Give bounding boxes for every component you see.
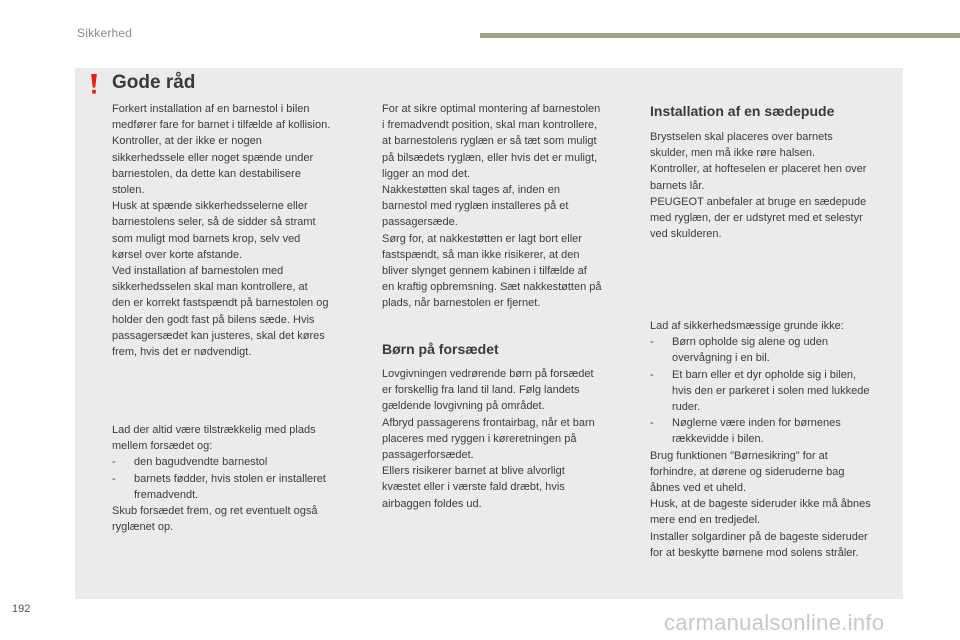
text-line: holder den godt fast på bilens sæde. Hvis — [112, 313, 315, 326]
list-dash: - — [112, 456, 116, 469]
text-line: Husk, at de bageste sideruder ikke må åbnes — [650, 498, 871, 511]
list-dash: - — [112, 472, 116, 485]
text-line: ligger an mod det. — [382, 167, 471, 180]
list-item — [650, 334, 902, 366]
text-line: barnestolen, da dette kan destabilisere — [112, 167, 301, 180]
text-line: stolen. — [112, 184, 145, 197]
text-line: Husk at spænde sikkerhedsselerne eller — [112, 200, 308, 213]
text-line: Et barn eller et dyr opholde sig i bilen, — [672, 368, 857, 381]
text-line: som muligt mod barnets krop, selv ved — [112, 232, 301, 245]
text-line: Sørg for, at nakkestøtten er lagt bort eller — [382, 232, 582, 245]
text-line: Brug funktionen "Børnesikring" for at — [650, 449, 828, 462]
text-line: kvæstet eller i værste fald dræbt, hvis — [382, 481, 565, 494]
text-line: Ved installation af barnestolen med — [112, 265, 284, 278]
text-line: Kontroller, at hofteselen er placeret hen over — [650, 163, 867, 176]
list-item-text — [672, 367, 902, 416]
list-item — [650, 415, 902, 447]
col2-paragraph-1 — [382, 101, 632, 312]
col1-paragraph-1 — [112, 101, 362, 360]
text-line: frem, hvis det er nødvendigt. — [112, 346, 252, 359]
page-number: 192 — [12, 603, 31, 615]
col3-paragraph-2 — [650, 318, 902, 561]
text-line: PEUGEOT anbefaler at bruge en sædepude — [650, 195, 867, 208]
text-line: passagersæde. — [382, 216, 458, 229]
text-line: i fremadvendt position, skal man kontrollere, — [382, 119, 598, 132]
text-line: fremadvendt. — [134, 488, 199, 501]
text-line: Brystselen skal placeres over barnets — [650, 131, 833, 143]
text-line: Kontroller, at der ikke er nogen — [112, 135, 262, 148]
text-line: placeres med ryggen i køreretningen på — [382, 432, 577, 445]
text-line: Lad der altid være tilstrækkelig med plads — [112, 424, 316, 436]
list-item-text — [134, 471, 362, 503]
text-line: barnestol med ryglæn installeres på et — [382, 200, 569, 213]
text-line: mellem forsædet og: — [112, 440, 213, 453]
text-line: den er korrekt fastspændt på barnestolen og — [112, 297, 329, 310]
text-line: barnets fødder, hvis stolen er installeret — [134, 472, 326, 485]
watermark: carmanualsonline.info — [664, 610, 885, 635]
text-line: For at sikre optimal montering af barnestolen — [382, 103, 601, 115]
text-line: gældende lovgivning på området. — [382, 400, 545, 413]
text-line: Nøglerne være inden for børnenes — [672, 417, 841, 430]
text-line: medfører fare for barnet i tilfælde af kollision. — [112, 119, 331, 132]
list-item-text — [134, 454, 362, 470]
text-line: overvågning i en bil. — [672, 352, 770, 365]
text-line: bliver slynget gennem kabinen i tilfælde af — [382, 265, 587, 278]
text-line: plads, når barnestolen er fjernet. — [382, 297, 541, 310]
list-item-text — [672, 415, 902, 447]
text-line: fastspændt, så man ikke risikerer, at den — [382, 248, 580, 261]
heading-booster-installation: Installation af en sædepude — [650, 103, 835, 119]
list-dash: - — [650, 417, 654, 430]
text-line: Lovgivningen vedrørende børn på forsædet — [382, 368, 594, 380]
text-line: sikkerhedssele eller noget spænde under — [112, 151, 314, 164]
text-line: på bilsædets ryglæn, eller hvis det er muligt, — [382, 151, 598, 164]
header-bar — [480, 33, 960, 38]
text-line: sikkerhedsselen skal man kontrollere, at — [112, 281, 308, 294]
text-line: Forkert installation af en barnestol i bilen — [112, 103, 310, 115]
text-line: den bagudvendte barnestol — [134, 456, 268, 469]
col2-paragraph-2 — [382, 366, 632, 512]
text-line: at barnestolens ryglæn er så tæt som muligt — [382, 135, 597, 148]
heading-children-front-seat: Børn på forsædet — [382, 341, 499, 357]
text-line: forhindre, at dørene og sideruderne bag — [650, 465, 845, 478]
text-line: ruder. — [672, 401, 701, 414]
text-line: passagersædet kan justeres, skal det køres — [112, 329, 325, 342]
text-line: ryglænet op. — [112, 521, 174, 534]
text-line: skulder, men må ikke røre halsen. — [650, 147, 816, 160]
text-line: mere end en tredjedel. — [650, 514, 761, 527]
col1-paragraph-2 — [112, 422, 362, 535]
text-line: er forskellig fra land til land. Følg landets — [382, 384, 580, 397]
text-line: åbnes ved et uheld. — [650, 482, 747, 495]
text-line: Nakkestøtten skal tages af, inden en — [382, 184, 560, 197]
list-dash: - — [650, 368, 654, 381]
section-label: Sikkerhed — [77, 26, 133, 40]
text-line: hvis den er parkeret i solen med lukkede — [672, 384, 870, 397]
list-item-text — [672, 334, 902, 366]
text-line: Lad af sikkerhedsmæssige grunde ikke: — [650, 320, 844, 332]
text-line: Installer solgardiner på de bageste sideruder — [650, 530, 868, 543]
col3-paragraph-1 — [650, 129, 900, 242]
text-line: Skub forsædet frem, og ret eventuelt også — [112, 505, 318, 518]
text-line: barnets lår. — [650, 179, 705, 192]
page-title: Gode råd — [112, 72, 196, 93]
text-line: rækkevidde i bilen. — [672, 433, 764, 446]
list-dash: - — [650, 336, 654, 349]
text-line: for at beskytte børnene mod solens stråler. — [650, 546, 859, 559]
text-line: Ellers risikerer barnet at blive alvorligt — [382, 465, 565, 478]
text-line: en kraftig opbremsning. Sæt nakkestøtten på — [382, 281, 602, 294]
text-line: airbaggen foldes ud. — [382, 497, 482, 510]
warning-icon — [87, 73, 101, 95]
list-item — [112, 471, 362, 503]
list-item — [112, 454, 362, 470]
list-item — [650, 367, 902, 416]
text-line: barnestolens seler, så de sidder så stramt — [112, 216, 316, 229]
text-line: Afbryd passagerens frontairbag, når et barn — [382, 416, 595, 429]
text-line: Børn opholde sig alene og uden — [672, 336, 828, 349]
text-line: med ryglæn, der er udstyret med et selestyr — [650, 212, 863, 225]
text-line: passagerforsædet. — [382, 449, 474, 462]
text-line: kørsel over korte afstande. — [112, 248, 243, 261]
text-line: ved skulderen. — [650, 228, 722, 241]
